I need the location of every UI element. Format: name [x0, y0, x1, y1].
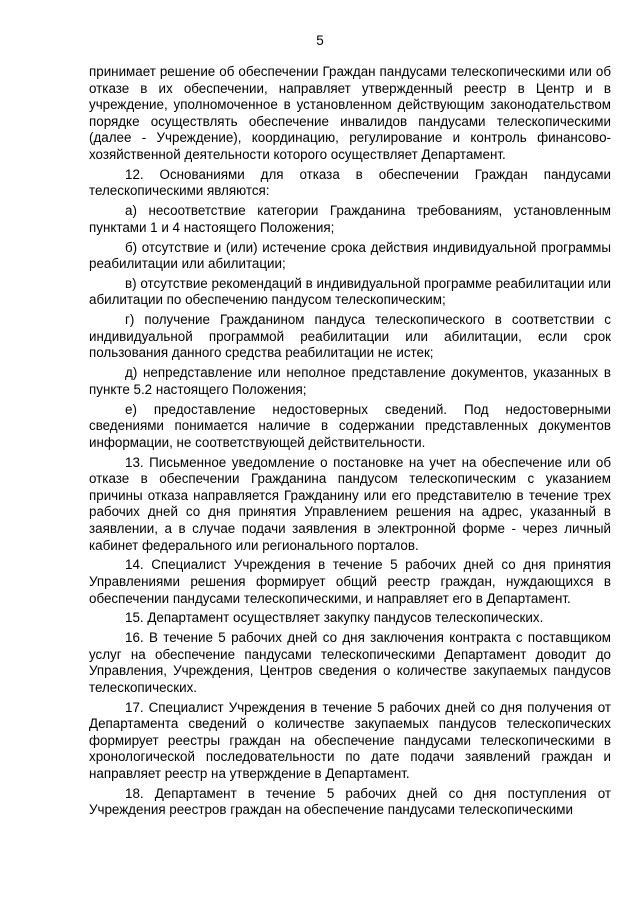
list-item-e: е) предоставление недостоверных сведений. Под недостоверными сведениями понимается наличие в содержании представленных документов информации, не соответствующей действительности. [89, 401, 611, 450]
paragraph-13: 13. Письменное уведомление о постановке на учет на обеспечение или об отказе в обеспечении Гражданина пандусом телескопическим с указанием причины отказа направляется Гражданину или его представителю в течение трех рабочих дней со дня принятия Управлением решения на адрес, указанный в заявлении, а в случае подачи заявления в электронной форме - через личный кабинет федерального или регионального порталов. [89, 454, 611, 553]
paragraph-12: 12. Основаниями для отказа в обеспечении Граждан пандусами телескопическими являются: [89, 166, 611, 199]
paragraph-15: 15. Департамент осуществляет закупку пандусов телескопических. [125, 610, 544, 626]
list-item-a: а) несоответствие категории Гражданина требованиям, установленным пунктами 1 и 4 настоящего Положения; [89, 203, 611, 235]
list-item-d: д) непредставление или неполное представление документов, указанных в пункте 5.2 настоящего Положения; [89, 365, 611, 397]
list-item-v: в) отсутствие рекомендаций в индивидуальной программе реабилитации или абилитации по обеспечению пандусом телескопическим; [89, 275, 611, 308]
document-body [89, 64, 611, 822]
paragraph-17: 17. Специалист Учреждения в течение 5 рабочих дней со дня получения от Департамента сведений о количестве закупаемых пандусов телескопических формирует реестры граждан на обеспечение пандусами телескопическими в хронологической последовательности по дате подачи заявлений граждан и направляет реестр на утверждение в Департамент. [89, 699, 611, 781]
paragraph-continuation: принимает решение об обеспечении Граждан пандусами телескопическими или об отказе в их обеспечении, направляет утвержденный реестр в Центр и в учреждение, уполномоченное в установленном действующим законодательством порядке осуществлять обеспечение инвалидов пандусами телескопическими (далее - Учреждение), координацию, регулирование и контроль финансово-хозяйственной деятельности которого осуществляет Департамент. [89, 64, 611, 162]
list-item-b: б) отсутствие и (или) истечение срока действия индивидуальной программы реабилитации или абилитации; [89, 239, 611, 272]
paragraph-18: 18. Департамент в течение 5 рабочих дней со дня поступления от Учреждения реестров граждан на обеспечение пандусами телескопическими [89, 785, 611, 818]
page-number: 5 [316, 33, 324, 48]
paragraph-16: 16. В течение 5 рабочих дней со дня заключения контракта с поставщиком услуг на обеспечение пандусами телескопическими Департамент доводит до Управления, Учреждения, Центров сведения о количестве закупаемых пандусов телескопических. [89, 630, 611, 695]
paragraph-14: 14. Специалист Учреждения в течение 5 рабочих дней со дня принятия Управлениями решения формирует общий реестр граждан, нуждающихся в обеспечении пандусами телескопическими, и направляет его в Департамент. [89, 557, 611, 606]
list-item-g: г) получение Гражданином пандуса телескопического в соответствии с индивидуальной программой реабилитации или абилитации, если срок пользования данного средства реабилитации не истек; [89, 312, 611, 361]
